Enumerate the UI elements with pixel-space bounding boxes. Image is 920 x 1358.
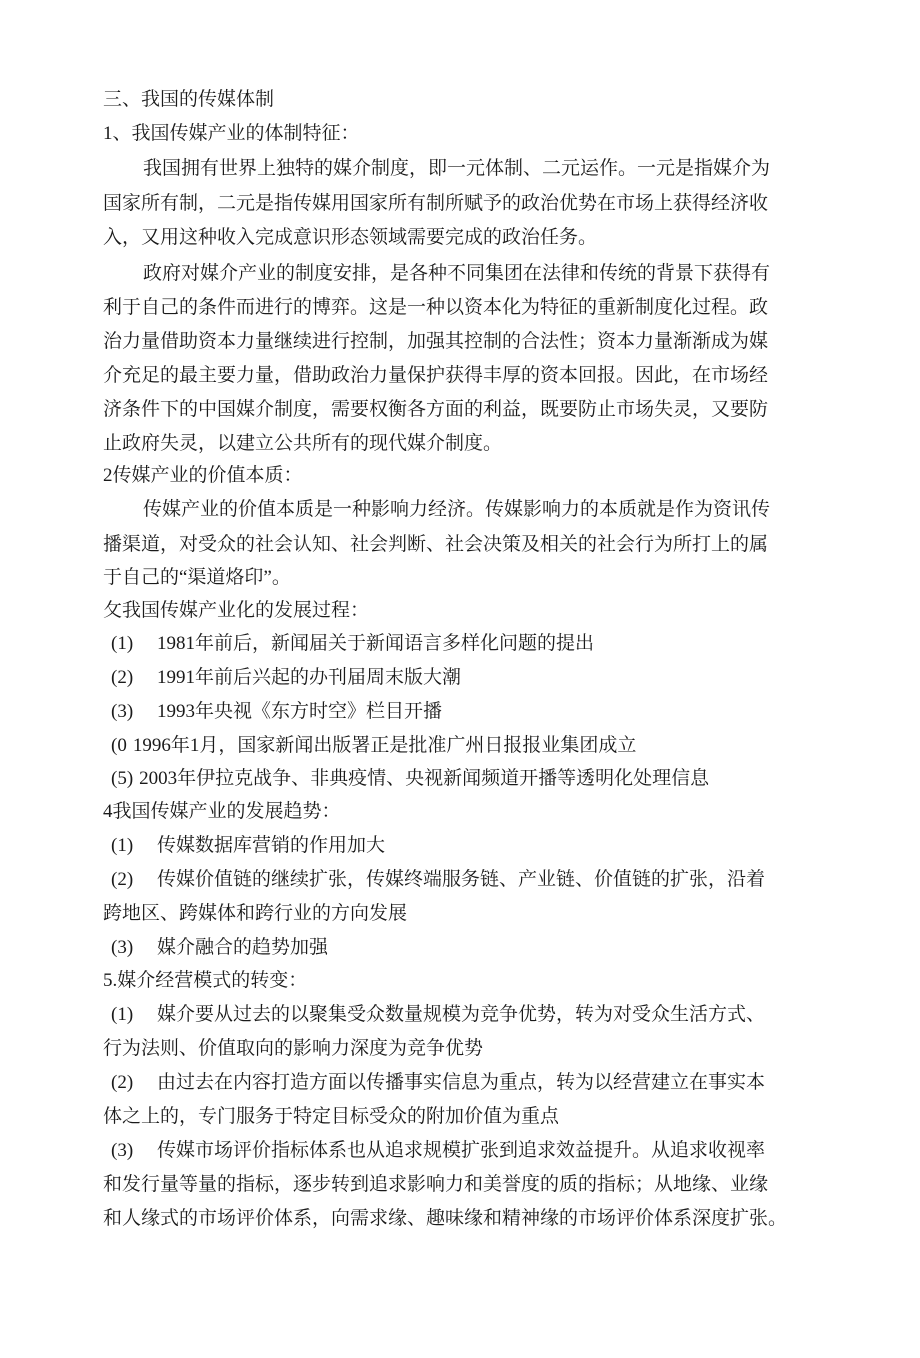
list-number: (1): [111, 835, 134, 856]
paragraph-line: 入，又用这种收入完成意识形态领域需要完成的政治任务。: [103, 227, 598, 248]
heading-4: 4我国传媒产业的发展趋势：: [103, 801, 341, 822]
paragraph-line: 我国拥有世界上独特的媒介制度，即一元体制、二元运作。一元是指媒介为: [143, 158, 771, 179]
heading-1: 1、我国传媒产业的体制特征：: [103, 123, 360, 144]
list-number: (3): [111, 937, 134, 958]
list-text: 传媒价值链的继续扩张，传媒终端服务链、产业链、价值链的扩张，沿着: [157, 869, 766, 890]
heading-2: 2传媒产业的价值本质：: [103, 465, 303, 486]
list-number: (0: [111, 735, 127, 756]
paragraph-line: 播渠道，对受众的社会认知、社会判断、社会决策及相关的社会行为所打上的属: [103, 534, 769, 555]
list-number: (3): [111, 701, 134, 722]
paragraph-line: 利于自己的条件而进行的博弈。这是一种以资本化为特征的重新制度化过程。政: [103, 297, 769, 318]
list-text: 1996年1月，国家新闻出版署正是批准广州日报报业集团成立: [132, 735, 637, 756]
list-text: 媒介要从过去的以聚集受众数量规模为竞争优势，转为对受众生活方式、: [157, 1004, 766, 1025]
list-continuation: 行为法则、价值取向的影响力深度为竞争优势: [103, 1038, 484, 1059]
list-number: (5): [111, 768, 134, 789]
list-number: (2): [111, 869, 134, 890]
list-item: [111, 936, 328, 960]
list-item: [111, 666, 461, 690]
paragraph-line: 传媒产业的价值本质是一种影响力经济。传媒影响力的本质就是作为资讯传: [143, 499, 771, 520]
list-continuation: 和发行量等量的指标，逐步转到追求影响力和美誉度的质的指标；从地缘、业缘: [103, 1174, 769, 1195]
list-item: [111, 834, 385, 858]
list-text: 1981年前后，新闻届关于新闻语言多样化问题的提出: [157, 633, 595, 654]
list-number: (1): [111, 1004, 134, 1025]
section-title: 三、我国的传媒体制: [103, 89, 275, 110]
list-text: 媒介融合的趋势加强: [157, 937, 329, 958]
list-text: 由过去在内容打造方面以传播事实信息为重点，转为以经营建立在事实本: [157, 1072, 766, 1093]
list-item: [111, 700, 442, 724]
heading-3: 攵我国传媒产业化的发展过程：: [103, 600, 370, 621]
list-item: [111, 734, 636, 758]
list-text: 2003年伊拉克战争、非典疫情、央视新闻频道开播等透明化处理信息: [139, 768, 710, 789]
list-item: [111, 1071, 765, 1095]
list-text: 传媒市场评价指标体系也从追求规模扩张到追求效益提升。从追求收视率: [157, 1140, 766, 1161]
list-item: [111, 632, 594, 656]
list-item: [111, 767, 709, 791]
list-number: (2): [111, 667, 134, 688]
list-item: [111, 1003, 765, 1027]
list-continuation: 体之上的，专门服务于特定目标受众的附加价值为重点: [103, 1106, 560, 1127]
list-item: [111, 868, 765, 892]
paragraph-line: 止政府失灵，以建立公共所有的现代媒介制度。: [103, 433, 503, 454]
list-continuation: 和人缘式的市场评价体系，向需求缘、趣味缘和精神缘的市场评价体系深度扩张。: [103, 1208, 788, 1229]
paragraph-line: 治力量借助资本力量继续进行控制，加强其控制的合法性；资本力量渐渐成为媒: [103, 331, 769, 352]
list-text: 传媒数据库营销的作用加大: [157, 835, 386, 856]
paragraph-line: 于自己的“渠道烙印”。: [103, 567, 291, 588]
list-text: 1993年央视《东方时空》栏目开播: [157, 701, 443, 722]
list-text: 1991年前后兴起的办刊届周末版大潮: [157, 667, 462, 688]
paragraph-line: 政府对媒介产业的制度安排，是各种不同集团在法律和传统的背景下获得有: [143, 263, 771, 284]
paragraph-line: 济条件下的中国媒介制度，需要权衡各方面的利益，既要防止市场失灵，又要防: [103, 399, 769, 420]
list-continuation: 跨地区、跨媒体和跨行业的方向发展: [103, 903, 408, 924]
heading-5: 5.媒介经营模式的转变：: [103, 970, 308, 991]
list-item: [111, 1139, 765, 1163]
list-number: (2): [111, 1072, 134, 1093]
paragraph-line: 国家所有制，二元是指传媒用国家所有制所赋予的政治优势在市场上获得经济收: [103, 193, 769, 214]
list-number: (3): [111, 1140, 134, 1161]
paragraph-line: 介充足的最主要力量，借助政治力量保护获得丰厚的资本回报。因此，在市场经: [103, 365, 769, 386]
list-number: (1): [111, 633, 134, 654]
